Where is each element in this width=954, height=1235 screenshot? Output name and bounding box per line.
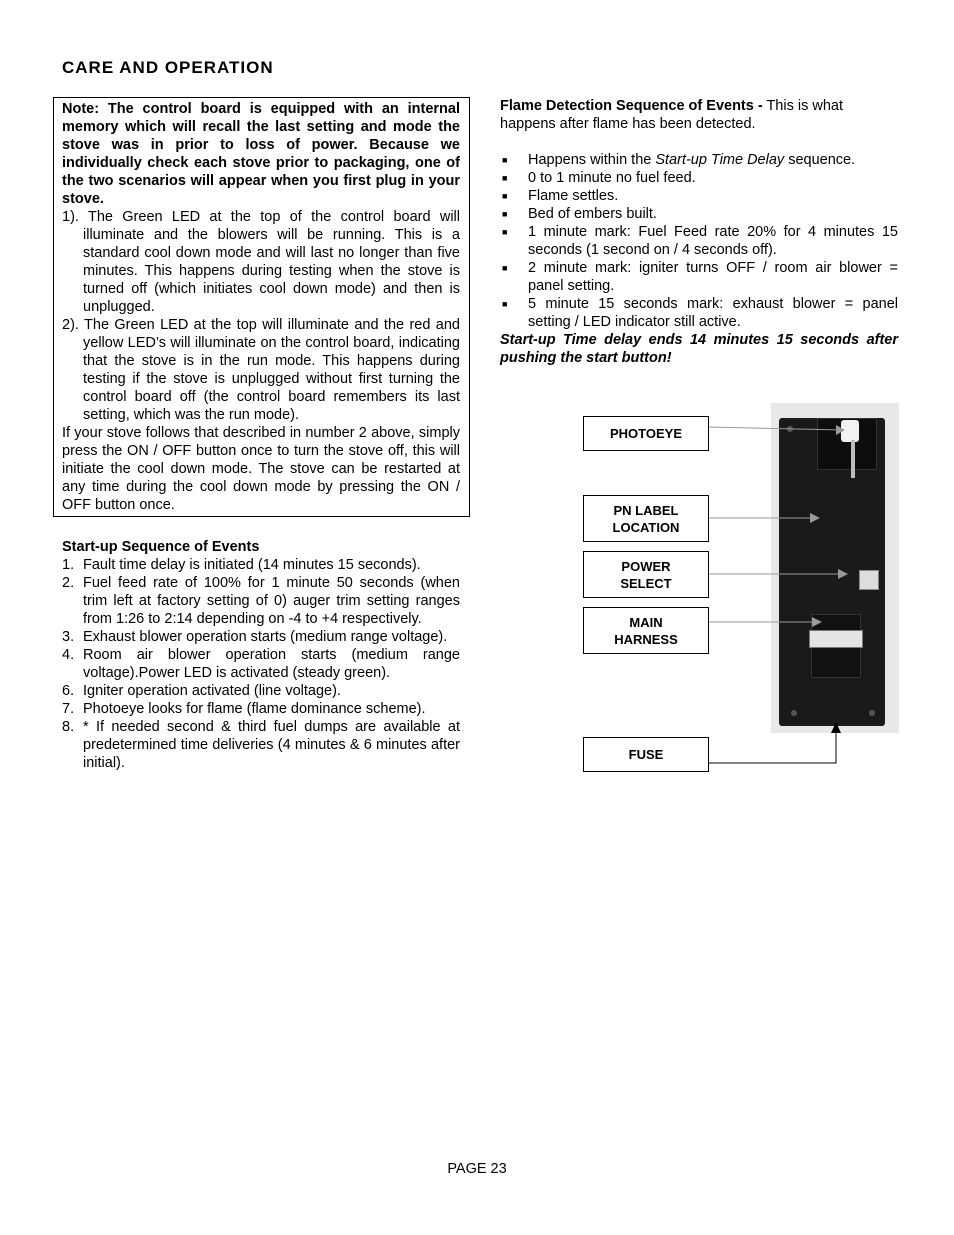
note-item-1: 1). The Green LED at the top of the control board will illuminate and the blowers will be running. This is a standard cool down mode and will last no longer than five minutes. This happens during testing when the stove is turned off (which initiates cool down mode) and then is unplugged. (62, 209, 460, 315)
page-number: PAGE 23 (447, 1161, 507, 1177)
flame-heading-text: This is what happens after flame has been detected. (500, 98, 844, 132)
pn-label-location-label (583, 495, 709, 542)
list-item-text: Fuel feed rate of 100% for 1 minute 50 seconds (when trim left at factory setting of 0) auger trim setting ranges from 1:26 to 2:14 depending on -4 to +4 respectively. (83, 575, 460, 627)
bullet-text: 0 to 1 minute no fuel feed. (528, 170, 696, 186)
photoeye-label-text: PHOTOEYE (609, 426, 682, 441)
bullet-icon: ■ (502, 227, 508, 237)
bullet-text: 5 minute 15 seconds mark: exhaust blower = panel setting / LED indicator still active. (528, 296, 898, 330)
bullet-text: Bed of embers built. (528, 206, 657, 222)
bullet-text: 1 minute mark: Fuel Feed rate 20% for 4 minutes 15 seconds (1 second on / 4 seconds off). (528, 224, 898, 258)
list-item-number: 8. (62, 719, 75, 735)
bullet-text: sequence. (784, 152, 856, 168)
bullet-icon: ■ (502, 191, 508, 201)
bullet-icon: ■ (502, 209, 508, 219)
bullet-icon: ■ (502, 173, 508, 183)
list-item-text: Igniter operation activated (line voltage). (83, 683, 341, 699)
note-intro: Note: The control board is equipped with an internal memory which will recall the last setting and mode the stove was in prior to loss of power. Because we individually check each stove prior to packaging, one of the two scenarios will appear when you first plug in your stove. (62, 101, 460, 207)
list-item-text: Photoeye looks for flame (flame dominance scheme). (83, 701, 426, 717)
bullet-text: Flame settles. (528, 188, 619, 204)
list-item-number: 7. (62, 701, 75, 717)
main-harness-text: MAIN HARNESS (614, 614, 678, 647)
list-item-number: 3. (62, 629, 75, 645)
list-item-text: Exhaust blower operation starts (medium range voltage). (83, 629, 448, 645)
bullet-icon: ■ (502, 263, 508, 273)
fuse-label (583, 737, 709, 772)
pn-label-text: PN LABEL LOCATION (612, 502, 680, 535)
note-outro: If your stove follows that described in number 2 above, simply press the ON / OFF button once to turn the stove off, this will initiate the cool down mode. The stove can be restarted at any time during the cool down mode by pressing the ON / OFF button once. (62, 425, 460, 513)
bullet-text: 2 minute mark: igniter turns OFF / room air blower = panel setting. (528, 260, 898, 294)
list-item-number: 2. (62, 575, 75, 591)
startup-title: Start-up Sequence of Events (62, 539, 260, 555)
power-select-label (583, 551, 709, 598)
bullet-italic: Start-up Time Delay (655, 152, 785, 168)
flame-heading-bold: Flame Detection Sequence of Events - (500, 98, 763, 114)
list-item-number: 1. (62, 557, 75, 573)
list-item-text: Fault time delay is initiated (14 minutes 15 seconds). (83, 557, 421, 573)
flame-final-note: Start-up Time delay ends 14 minutes 15 seconds after pushing the start button! (500, 332, 898, 366)
power-select-text: POWER SELECT (620, 558, 672, 591)
list-item-text: Room air blower operation starts (medium range voltage).Power LED is activated (steady green). (83, 647, 460, 681)
list-item-number: 4. (62, 647, 75, 663)
fuse-label-text: FUSE (628, 747, 664, 762)
main-harness-label (583, 607, 709, 654)
list-item-number: 6. (62, 683, 75, 699)
bullet-icon: ■ (502, 299, 508, 309)
note-item-2: 2). The Green LED at the top will illuminate and the red and yellow LED’s will illuminate on the control board, indicating that the stove is in the run mode. This happens during testing if the stove is unplugged without first turning the control board off (the control board remembers its last setting, which was the run mode). (62, 317, 460, 423)
bullet-text: Happens within the (528, 152, 656, 168)
photoeye-label (583, 416, 709, 451)
list-item-text: * If needed second & third fuel dumps are available at predetermined time deliveries (4 minutes & 6 minutes after initial). (83, 719, 460, 771)
page-title: CARE AND OPERATION (62, 58, 274, 77)
bullet-icon: ■ (502, 155, 508, 165)
